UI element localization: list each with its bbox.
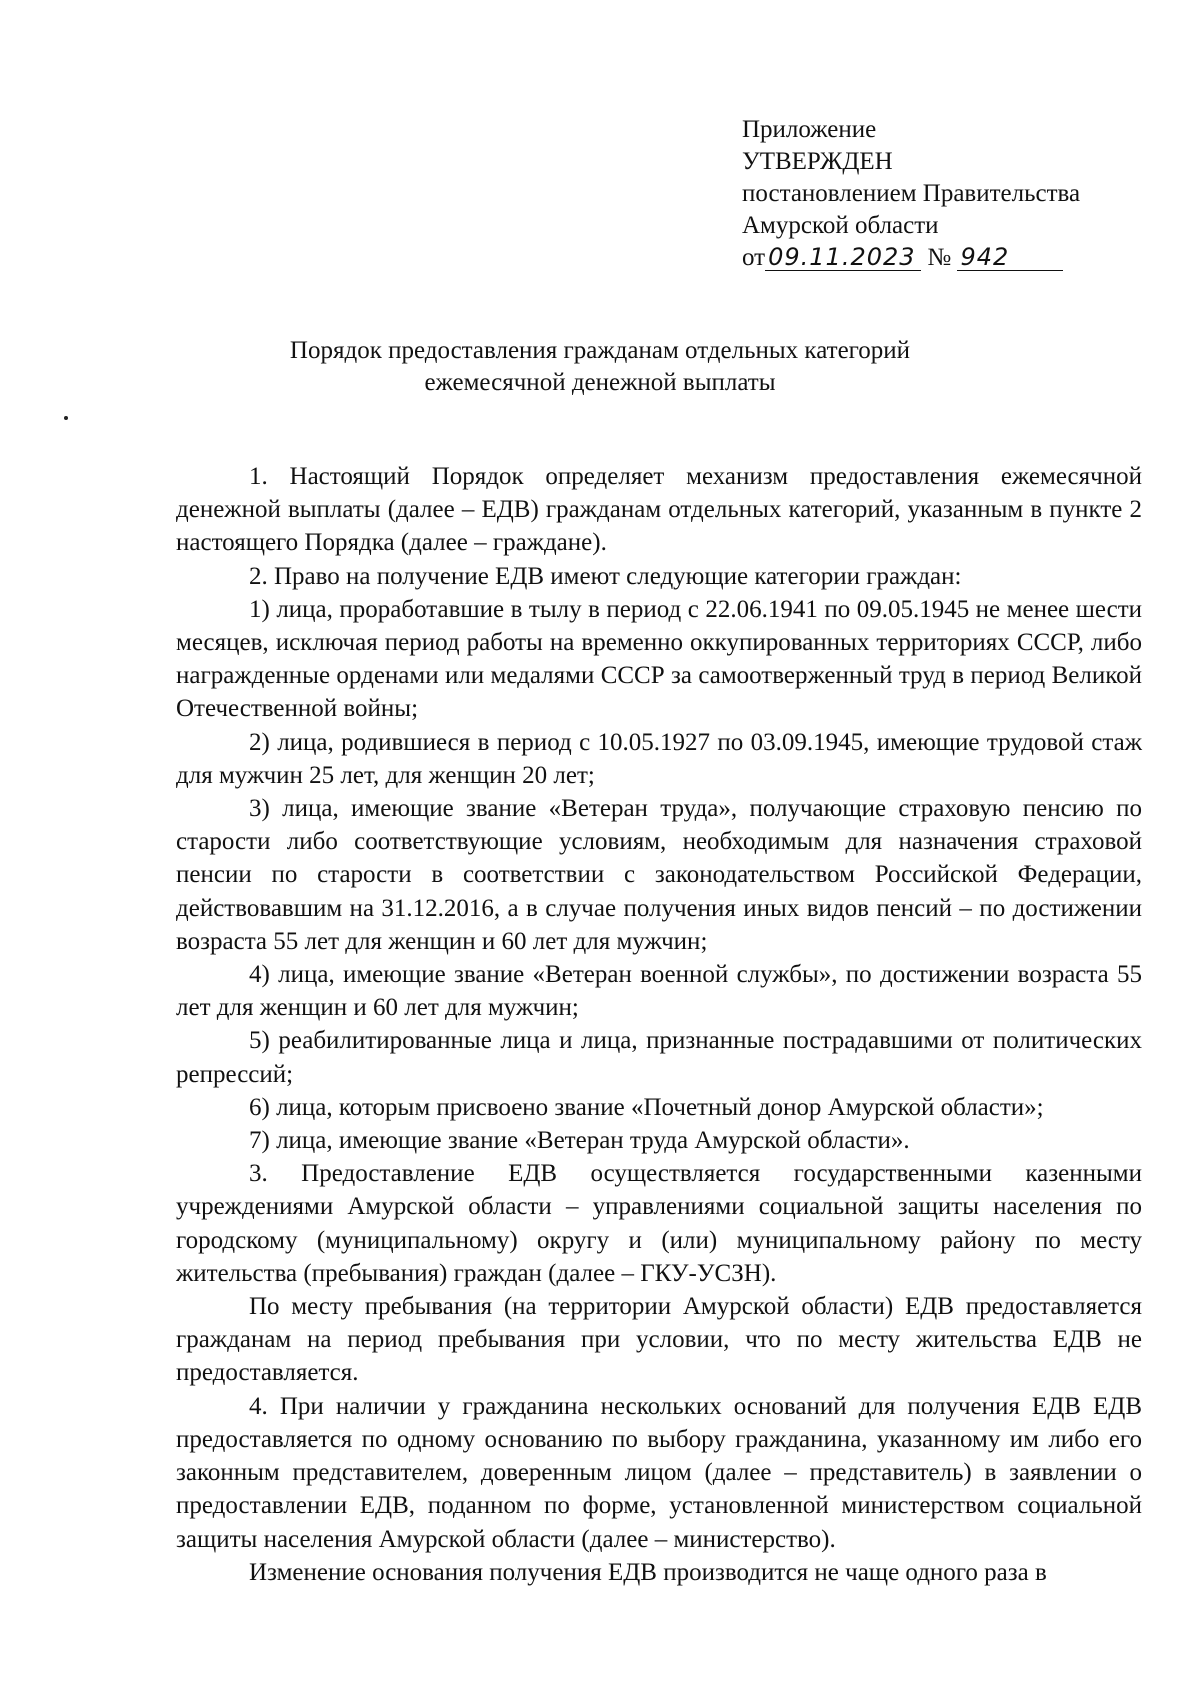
document-title xyxy=(200,335,1000,399)
document-body xyxy=(176,460,1142,1589)
title-line-2: ежемесячной денежной выплаты xyxy=(424,369,776,396)
handwritten-number: 942 xyxy=(957,244,1063,271)
title-line-1: Порядок предоставления гражданам отдельных категорий xyxy=(289,337,911,364)
paragraph-4-continuation: Изменение основания получения ЕДВ производится не чаще одного раза в xyxy=(249,1558,1047,1586)
approval-line-approved: УТВЕРЖДЕН xyxy=(742,148,893,175)
approval-stamp xyxy=(742,114,1162,274)
handwritten-date: 09.11.2023 xyxy=(765,244,921,271)
date-prefix: от xyxy=(742,244,766,271)
approval-line-appendix: Приложение xyxy=(742,116,877,143)
approval-line-region: Амурской области xyxy=(742,212,939,239)
paragraph-3-continuation: По месту пребывания (на территории Амурской области) ЕДВ предоставляется гражданам на период пребывания при условии, что по месту жительства ЕДВ не предоставляется. xyxy=(176,1293,1142,1387)
paragraph-2: 2. Право на получение ЕДВ имеют следующие категории граждан: xyxy=(249,562,962,590)
paragraph-2-item-3: 3) лица, имеющие звание «Ветеран труда», получающие страховую пенсию по старости либо соответствующие условиям, необходимым для назначения страховой пенсии по старости в соответствии с законодательством Российской Федерации, действовавшим на 31.12.2016, а в случае получения иных видов пенсий – по достижении возраста 55 лет для женщин и 60 лет для мужчин; xyxy=(176,795,1142,955)
scan-speck xyxy=(64,416,68,420)
paragraph-2-item-2: 2) лица, родившиеся в период с 10.05.1927 по 03.09.1945, имеющие трудовой стаж для мужчин 25 лет, для женщин 20 лет; xyxy=(176,728,1142,789)
paragraph-1: 1. Настоящий Порядок определяет механизм предоставления ежемесячной денежной выплаты (далее – ЕДВ) гражданам отдельных категорий, указанным в пункте 2 настоящего Порядка (далее – граждане). xyxy=(176,463,1142,557)
paragraph-2-item-6: 6) лица, которым присвоено звание «Почетный донор Амурской области»; xyxy=(249,1093,1044,1121)
paragraph-2-item-4: 4) лица, имеющие звание «Ветеран военной службы», по достижении возраста 55 лет для женщин и 60 лет для мужчин; xyxy=(176,961,1142,1022)
paragraph-2-item-5: 5) реабилитированные лица и лица, признанные пострадавшими от политических репрессий; xyxy=(176,1027,1142,1088)
number-prefix: № xyxy=(927,244,952,271)
approval-line-resolution: постановлением Правительства xyxy=(742,180,1081,207)
paragraph-2-item-1: 1) лица, проработавшие в тылу в период с 22.06.1941 по 09.05.1945 не менее шести месяцев, исключая период работы на временно оккупированных территориях СССР, либо награжденные орденами или медалями СССР за самоотверженный труд в период Великой Отечественной войны; xyxy=(176,595,1142,723)
paragraph-4: 4. При наличии у гражданина нескольких оснований для получения ЕДВ ЕДВ предоставляется по одному основанию по выбору гражданина, указанному им либо его законным представителем, доверенным лицом (далее – представитель) в заявлении о предоставлении ЕДВ, поданном по форме, установленной министерством социальной защиты населения Амурской области (далее – министерство). xyxy=(176,1392,1142,1553)
approval-date-line xyxy=(742,242,1162,274)
paragraph-2-item-7: 7) лица, имеющие звание «Ветеран труда Амурской области». xyxy=(249,1127,910,1155)
paragraph-3: 3. Предоставление ЕДВ осуществляется государственными казенными учреждениями Амурской области – управлениями социальной защиты населения по городскому (муниципальному) округу и (или) муниципальному району по месту жительства (пребывания) граждан (далее – ГКУ-УСЗН). xyxy=(176,1160,1142,1287)
